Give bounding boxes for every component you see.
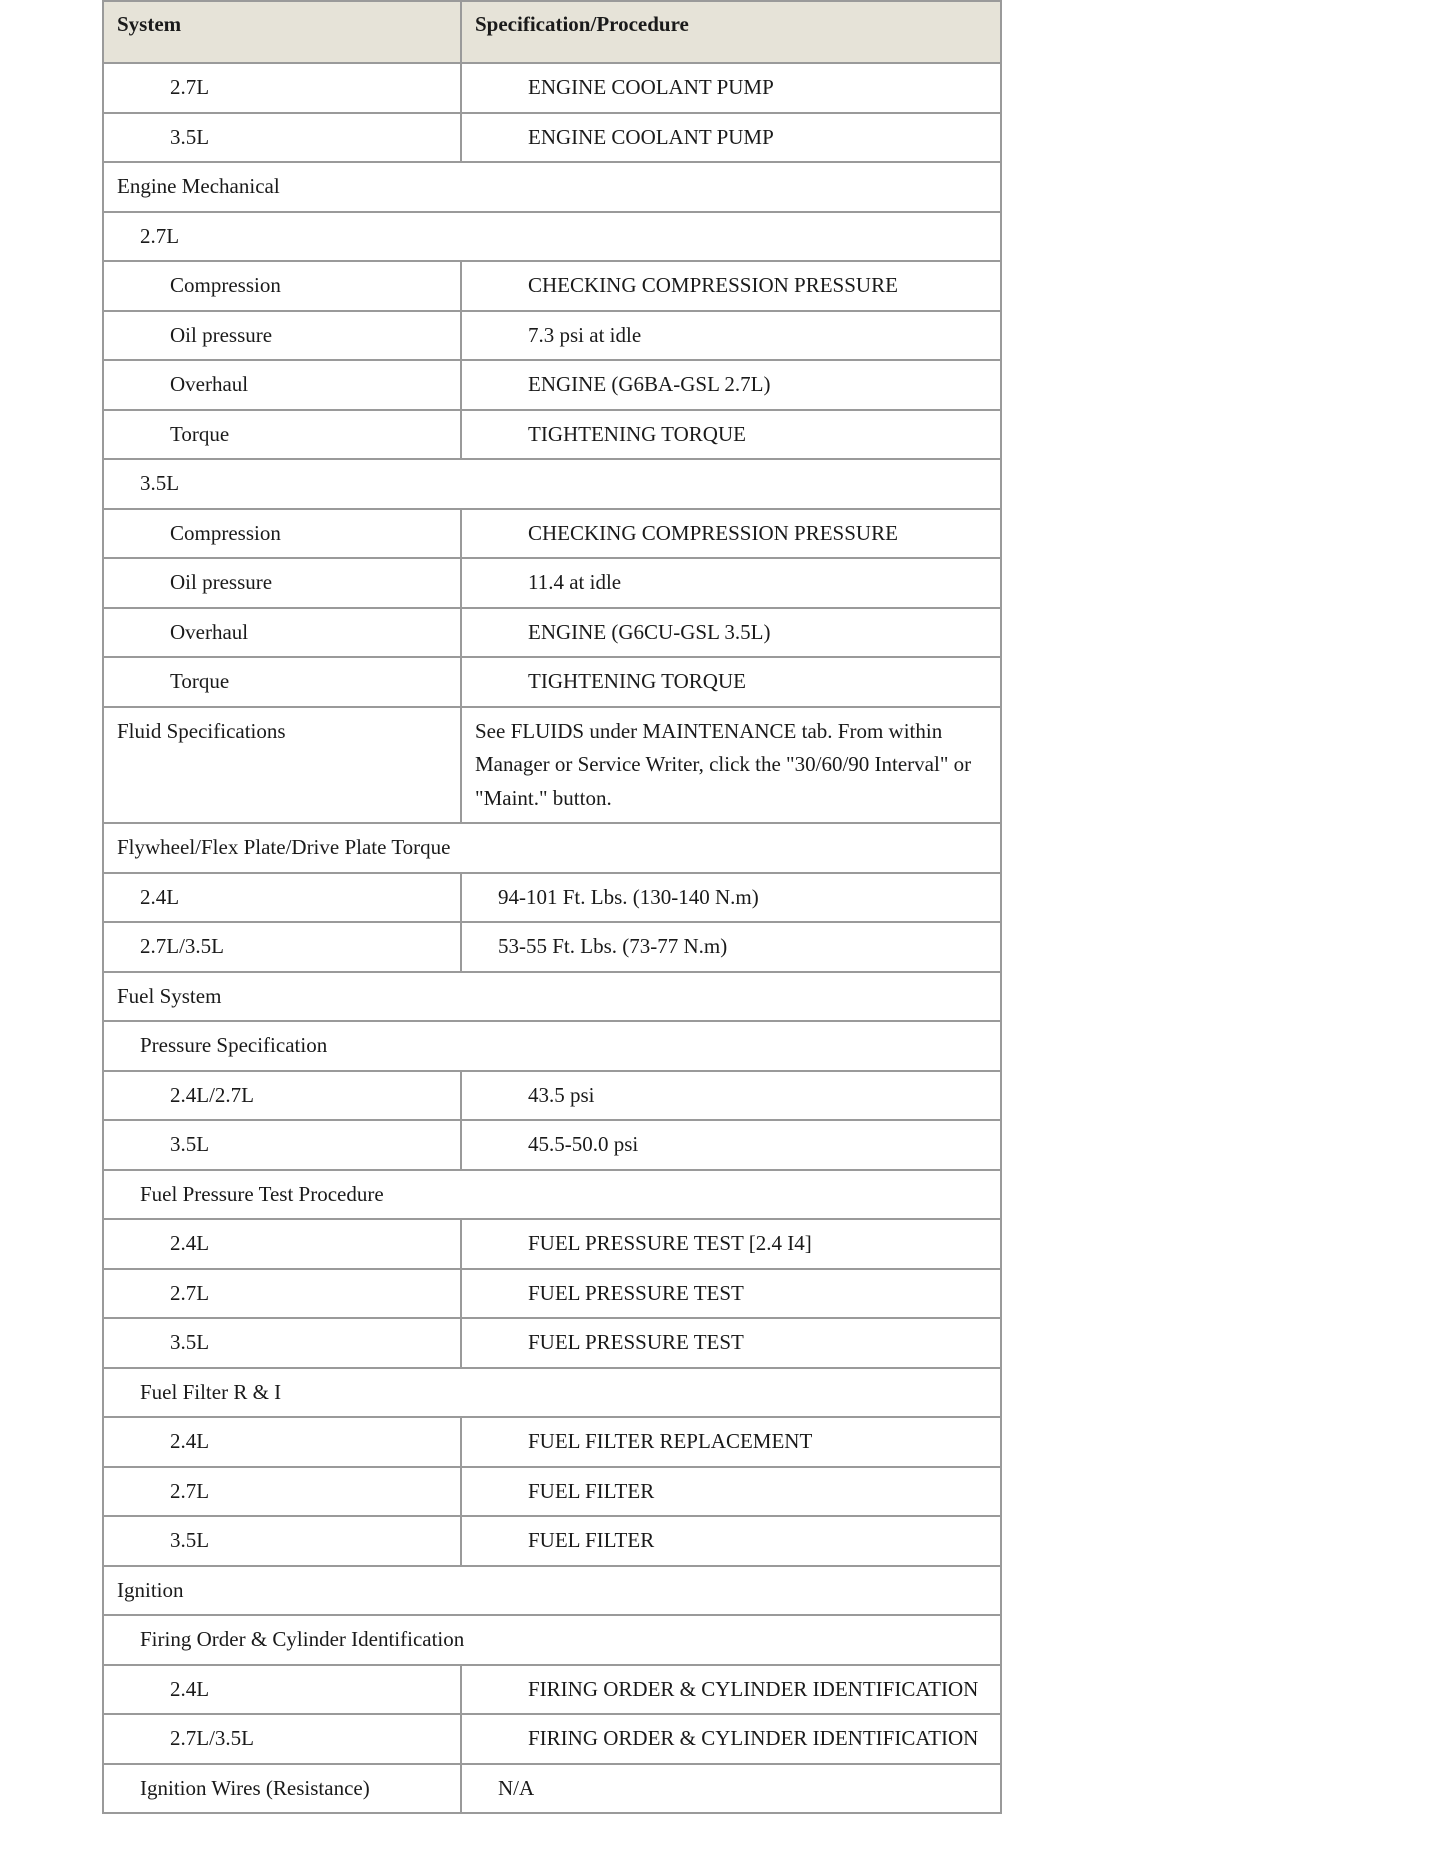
header-row: [103, 1, 1001, 63]
section-row: [103, 972, 1001, 1022]
system-cell: Oil pressure: [103, 311, 461, 361]
section-label: Fuel Filter R & I: [103, 1368, 1001, 1418]
specification-cell: N/A: [461, 1764, 1001, 1814]
specification-cell: ENGINE (G6CU-GSL 3.5L): [461, 608, 1001, 658]
system-cell: Overhaul: [103, 608, 461, 658]
table-row: [103, 1120, 1001, 1170]
table-row: [103, 873, 1001, 923]
system-cell: Ignition Wires (Resistance): [103, 1764, 461, 1814]
section-row: [103, 823, 1001, 873]
table-row: [103, 608, 1001, 658]
table-row: [103, 1764, 1001, 1814]
system-cell: Compression: [103, 261, 461, 311]
specification-cell: See FLUIDS under MAINTENANCE tab. From within Manager or Service Writer, click the "30/60/90 Interval" or "Maint." button.: [461, 707, 1001, 824]
specification-cell: 7.3 psi at idle: [461, 311, 1001, 361]
system-cell: 2.7L: [103, 63, 461, 113]
section-label: Fuel System: [103, 972, 1001, 1022]
table-row: [103, 63, 1001, 113]
table-row: [103, 922, 1001, 972]
specification-cell: FIRING ORDER & CYLINDER IDENTIFICATION: [461, 1665, 1001, 1715]
specification-cell: 53-55 Ft. Lbs. (73-77 N.m): [461, 922, 1001, 972]
system-cell: Torque: [103, 410, 461, 460]
table-row: [103, 311, 1001, 361]
system-cell: 3.5L: [103, 1318, 461, 1368]
specification-cell: FIRING ORDER & CYLINDER IDENTIFICATION: [461, 1714, 1001, 1764]
system-cell: 2.4L/2.7L: [103, 1071, 461, 1121]
table-row: [103, 360, 1001, 410]
section-row: [103, 1170, 1001, 1220]
section-row: [103, 1566, 1001, 1616]
section-row: [103, 212, 1001, 262]
table-body: [103, 63, 1001, 1813]
specification-cell: FUEL FILTER: [461, 1467, 1001, 1517]
table-row: [103, 558, 1001, 608]
specification-cell: TIGHTENING TORQUE: [461, 410, 1001, 460]
section-row: [103, 459, 1001, 509]
table-row: [103, 1269, 1001, 1319]
section-label: Flywheel/Flex Plate/Drive Plate Torque: [103, 823, 1001, 873]
system-cell: 2.7L/3.5L: [103, 922, 461, 972]
table-row: [103, 1665, 1001, 1715]
specification-cell: FUEL PRESSURE TEST [2.4 I4]: [461, 1219, 1001, 1269]
system-cell: 3.5L: [103, 1516, 461, 1566]
system-cell: 2.7L/3.5L: [103, 1714, 461, 1764]
section-label: Engine Mechanical: [103, 162, 1001, 212]
specification-cell: ENGINE COOLANT PUMP: [461, 113, 1001, 163]
specification-cell: 94-101 Ft. Lbs. (130-140 N.m): [461, 873, 1001, 923]
system-cell: Compression: [103, 509, 461, 559]
section-label: Fuel Pressure Test Procedure: [103, 1170, 1001, 1220]
specification-cell: 45.5-50.0 psi: [461, 1120, 1001, 1170]
specification-cell: 43.5 psi: [461, 1071, 1001, 1121]
section-label: Firing Order & Cylinder Identification: [103, 1615, 1001, 1665]
specification-cell: FUEL FILTER: [461, 1516, 1001, 1566]
section-row: [103, 1615, 1001, 1665]
system-cell: Overhaul: [103, 360, 461, 410]
specification-cell: CHECKING COMPRESSION PRESSURE: [461, 509, 1001, 559]
table-row: [103, 1318, 1001, 1368]
table-row: [103, 1071, 1001, 1121]
system-cell: 2.4L: [103, 873, 461, 923]
section-row: [103, 1368, 1001, 1418]
specification-cell: TIGHTENING TORQUE: [461, 657, 1001, 707]
table-header: [103, 1, 1001, 63]
table-row: [103, 261, 1001, 311]
section-row: [103, 1021, 1001, 1071]
table-row: [103, 707, 1001, 824]
section-label: Pressure Specification: [103, 1021, 1001, 1071]
system-cell: Oil pressure: [103, 558, 461, 608]
specification-cell: FUEL PRESSURE TEST: [461, 1269, 1001, 1319]
specification-cell: CHECKING COMPRESSION PRESSURE: [461, 261, 1001, 311]
table-row: [103, 1417, 1001, 1467]
system-cell: 2.4L: [103, 1417, 461, 1467]
table-row: [103, 1467, 1001, 1517]
system-cell: 2.7L: [103, 1467, 461, 1517]
system-cell: 2.4L: [103, 1665, 461, 1715]
system-cell: 2.4L: [103, 1219, 461, 1269]
section-label: 2.7L: [103, 212, 1001, 262]
system-cell: 2.7L: [103, 1269, 461, 1319]
specification-cell: ENGINE COOLANT PUMP: [461, 63, 1001, 113]
specifications-table: [102, 0, 1002, 1814]
table-row: [103, 1516, 1001, 1566]
table-row: [103, 410, 1001, 460]
system-cell: 3.5L: [103, 113, 461, 163]
system-cell: 3.5L: [103, 1120, 461, 1170]
section-row: [103, 162, 1001, 212]
section-label: 3.5L: [103, 459, 1001, 509]
system-cell: Fluid Specifications: [103, 707, 461, 824]
system-cell: Torque: [103, 657, 461, 707]
table-row: [103, 113, 1001, 163]
header-specification: Specification/Procedure: [461, 1, 1001, 63]
specification-cell: FUEL PRESSURE TEST: [461, 1318, 1001, 1368]
table-row: [103, 1714, 1001, 1764]
header-system: System: [103, 1, 461, 63]
specification-cell: FUEL FILTER REPLACEMENT: [461, 1417, 1001, 1467]
section-label: Ignition: [103, 1566, 1001, 1616]
table-row: [103, 509, 1001, 559]
table-row: [103, 657, 1001, 707]
table-row: [103, 1219, 1001, 1269]
specification-cell: 11.4 at idle: [461, 558, 1001, 608]
specification-cell: ENGINE (G6BA-GSL 2.7L): [461, 360, 1001, 410]
